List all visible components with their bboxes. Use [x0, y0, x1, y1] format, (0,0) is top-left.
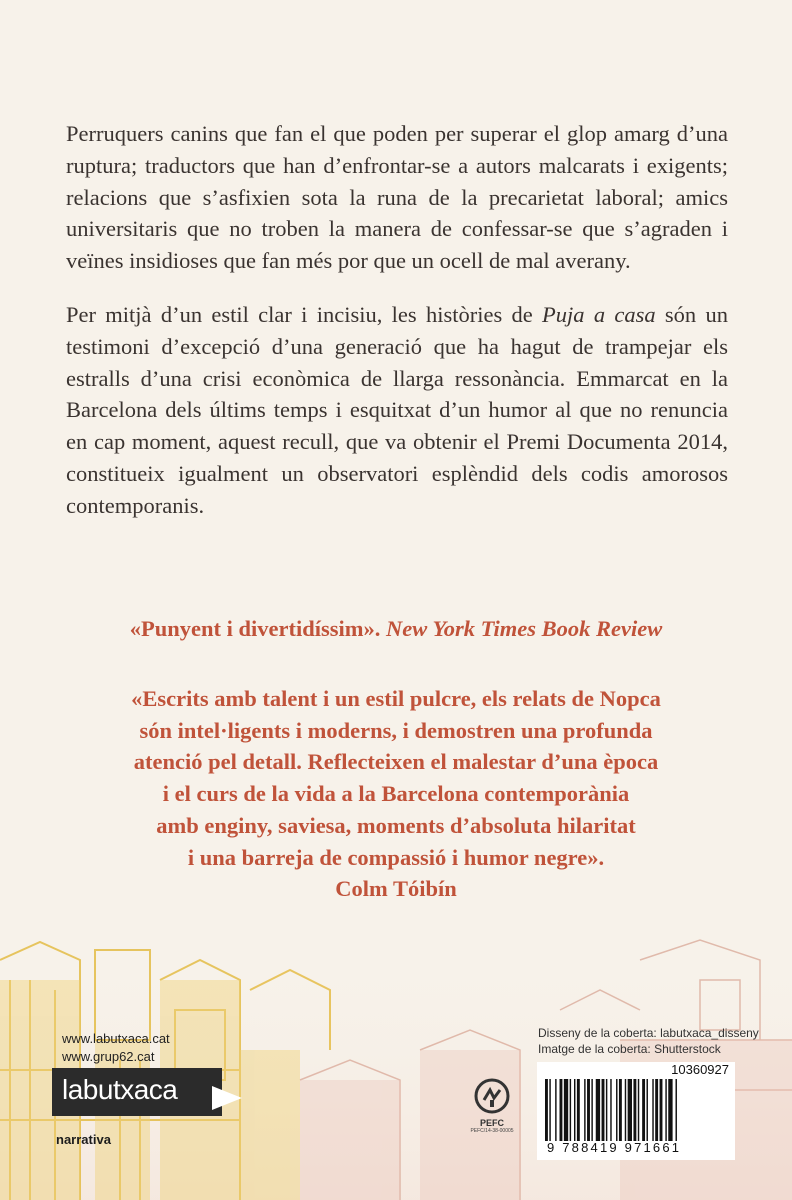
barcode-bar	[577, 1079, 580, 1141]
barcode-bar	[638, 1079, 639, 1141]
pefc-label: PEFC	[479, 1118, 504, 1128]
barcode-bar	[625, 1079, 626, 1141]
barcode-bar	[676, 1079, 677, 1141]
barcode-bar	[574, 1079, 575, 1141]
logo-wordmark: labutxaca	[62, 1074, 178, 1105]
barcode-bar	[610, 1079, 611, 1141]
barcode-bar	[549, 1079, 550, 1141]
barcode-bar	[606, 1079, 607, 1141]
barcode-bar	[545, 1079, 548, 1141]
barcode-bar	[633, 1079, 636, 1141]
barcode-bar	[647, 1079, 648, 1141]
barcode-bar	[584, 1079, 585, 1141]
quote-line: i una barreja de compassió i humor negre».	[187, 844, 605, 870]
quote-text: «Punyent i divertidíssim».	[129, 616, 381, 641]
quote-line: atenció pel detall. Reflecteixen el malestar d’una època	[133, 749, 659, 775]
author-quote	[60, 683, 732, 905]
collection-label: narrativa	[56, 1132, 111, 1147]
barcode-bar	[660, 1079, 663, 1141]
cover-credits	[538, 1025, 759, 1057]
quote-source: New York Times Book Review	[386, 616, 663, 641]
pefc-icon	[474, 1078, 510, 1114]
barcode-bar	[655, 1079, 658, 1141]
barcode-bar	[596, 1079, 600, 1141]
synopsis-paragraph-2	[66, 299, 728, 522]
barcode-bar	[616, 1079, 617, 1141]
credit-line: Imatge de la coberta: Shutterstock	[538, 1042, 721, 1056]
website-links	[62, 1030, 170, 1066]
isbn-barcode	[545, 1079, 727, 1141]
barcode-bar	[564, 1079, 568, 1141]
barcode-bar	[602, 1079, 605, 1141]
isbn-number: 9 788419 971661	[547, 1140, 682, 1155]
website-url[interactable]: www.labutxaca.cat	[62, 1031, 170, 1046]
quote-author: Colm Tóibín	[335, 876, 457, 902]
barcode-bar	[619, 1079, 622, 1141]
quote-line: i el curs de la vida a la Barcelona contemporània	[162, 781, 630, 807]
product-code: 10360927	[671, 1062, 729, 1077]
barcode-bar	[587, 1079, 590, 1141]
pefc-code: PEFC/14-38-00005	[470, 1128, 514, 1134]
barcode-bar	[668, 1079, 672, 1141]
synopsis-text: són un testimoni d’excepció d’una generació que ha hagut de trampejar els estralls d’una crisi econòmica de llarga ressonància. Emmarcat en la Barcelona dels últims temps i esquitxat d’un humor al que no renuncia en cap moment, aquest recull, que va obtenir el Premi Documenta 2014, constitueix igualment un observatori esplèndid dels codis amorosos contemporanis.	[66, 301, 728, 518]
publisher-logo	[52, 1068, 242, 1116]
quote-line: amb enginy, saviesa, moments d’absoluta hilaritat	[156, 812, 636, 838]
barcode-area	[537, 1062, 735, 1160]
synopsis-paragraph-1: Perruquers canins que fan el que poden per superar el glop amarg d’una ruptura; traductors que han d’enfrontar-se a autors malcarats i exigents; relacions que s’asfixien sota la runa de la precarietat laboral; amics universitaris que no troben la manera de confessar-se que s’agraden i veïnes insidioses que fan més por que un ocell de mal averany.	[66, 121, 728, 274]
barcode-bar	[570, 1079, 571, 1141]
barcode-bar	[628, 1079, 632, 1141]
book-title: Puja a casa	[542, 301, 656, 327]
quote-line: «Escrits amb talent i un estil pulcre, els relats de Nopca	[131, 686, 661, 711]
barcode-bar	[591, 1079, 592, 1141]
synopsis-text: Per mitjà d’un estil clar i incisiu, les històries de	[66, 301, 543, 327]
pefc-certification	[470, 1078, 514, 1142]
press-quote	[60, 613, 732, 645]
credit-line: Disseny de la coberta: labutxaca_disseny	[538, 1026, 759, 1040]
website-url[interactable]: www.grup62.cat	[62, 1049, 155, 1064]
barcode-bar	[555, 1079, 556, 1141]
barcode-bar	[665, 1079, 666, 1141]
barcode-bar	[560, 1079, 563, 1141]
barcode-bar	[642, 1079, 645, 1141]
quote-line: són intel·ligents i moderns, i demostren una profunda	[139, 717, 653, 743]
synopsis	[66, 118, 728, 544]
barcode-bar	[652, 1079, 653, 1141]
